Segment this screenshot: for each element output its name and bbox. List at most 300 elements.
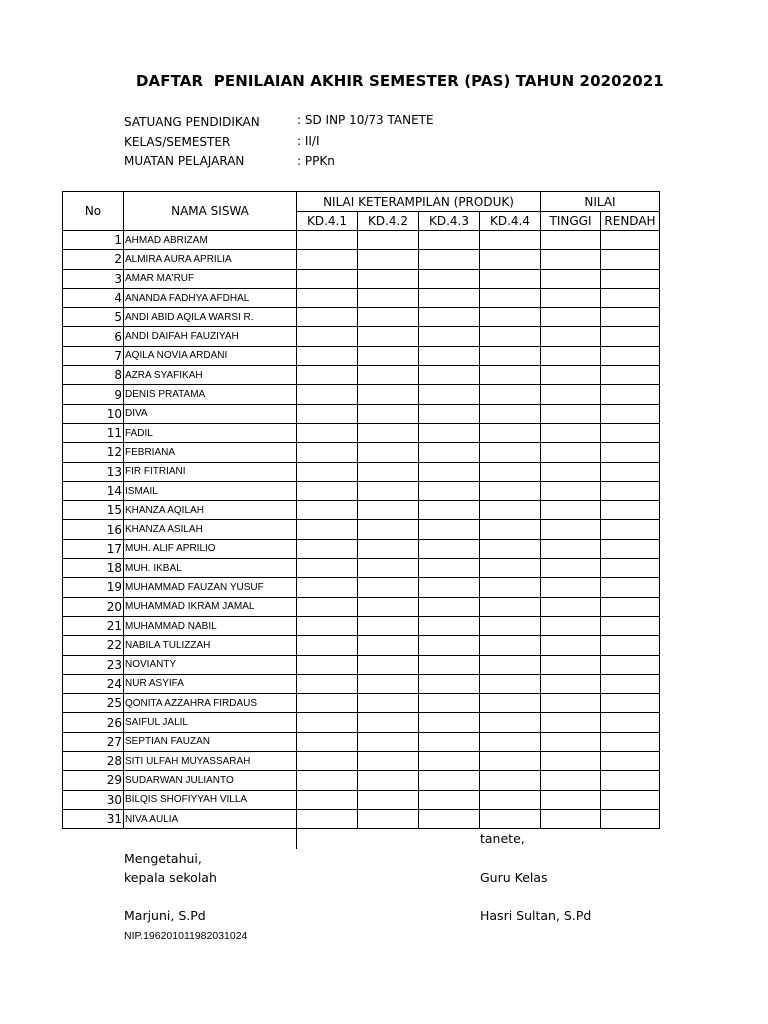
header-score-high: TINGGI <box>541 212 601 231</box>
kd-4-1-cell[interactable] <box>297 520 358 539</box>
score-low-cell[interactable] <box>601 269 660 288</box>
kd-4-4-cell[interactable] <box>480 809 541 828</box>
kd-4-1-cell[interactable] <box>297 674 358 693</box>
table-row <box>63 771 660 790</box>
document-title: DAFTAR PENILAIAN AKHIR SEMESTER (PAS) TAHUN 20202021 <box>136 72 664 90</box>
table-row <box>63 655 660 674</box>
principal-nip: NIP.196201011982031024 <box>124 930 248 942</box>
row-number: 7 <box>63 346 124 365</box>
info-value-subject: : PPKn <box>297 154 335 168</box>
kd-4-4-cell[interactable] <box>480 790 541 809</box>
row-number: 11 <box>63 423 124 442</box>
score-high-cell[interactable] <box>541 308 601 327</box>
score-low-cell[interactable] <box>601 732 660 751</box>
kd-4-2-cell[interactable] <box>358 559 419 578</box>
info-label-school: SATUANG PENDIDIKAN <box>124 115 260 129</box>
score-high-cell[interactable] <box>541 288 601 307</box>
score-low-cell[interactable] <box>601 443 660 462</box>
table-row <box>63 616 660 635</box>
student-name: ALMIRA AURA APRILIA <box>124 250 297 269</box>
score-high-cell[interactable] <box>541 713 601 732</box>
table-row <box>63 732 660 751</box>
score-low-cell[interactable] <box>601 327 660 346</box>
table-row <box>63 404 660 423</box>
student-name: KHANZA ASILAH <box>124 520 297 539</box>
place-date: tanete, <box>480 831 525 846</box>
kd-4-2-cell[interactable] <box>358 346 419 365</box>
header-no: No <box>63 192 124 231</box>
score-high-cell[interactable] <box>541 443 601 462</box>
kd-4-2-cell[interactable] <box>358 250 419 269</box>
info-value-school: : SD INP 10/73 TANETE <box>297 113 434 127</box>
signature-divider <box>296 829 297 849</box>
score-high-cell[interactable] <box>541 559 601 578</box>
kd-4-4-cell[interactable] <box>480 288 541 307</box>
kd-4-3-cell[interactable] <box>419 288 480 307</box>
kd-4-4-cell[interactable] <box>480 346 541 365</box>
row-number: 26 <box>63 713 124 732</box>
table-row <box>63 481 660 500</box>
score-low-cell[interactable] <box>601 346 660 365</box>
score-high-cell[interactable] <box>541 655 601 674</box>
student-name: FEBRIANA <box>124 443 297 462</box>
kd-4-1-cell[interactable] <box>297 809 358 828</box>
score-low-cell[interactable] <box>601 674 660 693</box>
score-low-cell[interactable] <box>601 423 660 442</box>
student-name: SAIFUL JALIL <box>124 713 297 732</box>
kd-4-2-cell[interactable] <box>358 385 419 404</box>
kd-4-2-cell[interactable] <box>358 366 419 385</box>
kd-4-1-cell[interactable] <box>297 250 358 269</box>
table-row <box>63 790 660 809</box>
row-number: 13 <box>63 462 124 481</box>
row-number: 17 <box>63 539 124 558</box>
kd-4-1-cell[interactable] <box>297 597 358 616</box>
header-kd-4-2: KD.4.2 <box>358 212 419 231</box>
score-low-cell[interactable] <box>601 231 660 250</box>
score-high-cell[interactable] <box>541 366 601 385</box>
table-row <box>63 462 660 481</box>
kd-4-2-cell[interactable] <box>358 462 419 481</box>
kd-4-1-cell[interactable] <box>297 655 358 674</box>
kd-4-1-cell[interactable] <box>297 385 358 404</box>
kd-4-4-cell[interactable] <box>480 443 541 462</box>
score-low-cell[interactable] <box>601 288 660 307</box>
student-name: ANDI ABID AQILA WARSI R. <box>124 308 297 327</box>
kd-4-2-cell[interactable] <box>358 771 419 790</box>
score-high-cell[interactable] <box>541 423 601 442</box>
kd-4-2-cell[interactable] <box>358 501 419 520</box>
kd-4-2-cell[interactable] <box>358 423 419 442</box>
row-number: 21 <box>63 616 124 635</box>
kd-4-3-cell[interactable] <box>419 269 480 288</box>
header-kd-4-1: KD.4.1 <box>297 212 358 231</box>
kd-4-4-cell[interactable] <box>480 539 541 558</box>
student-name: DIVA <box>124 404 297 423</box>
student-name: MUH. IKBAL <box>124 559 297 578</box>
table-row <box>63 636 660 655</box>
acknowledged-label: Mengetahui, <box>124 851 202 866</box>
score-high-cell[interactable] <box>541 694 601 713</box>
student-name: AMAR MA'RUF <box>124 269 297 288</box>
kd-4-3-cell[interactable] <box>419 481 480 500</box>
score-high-cell[interactable] <box>541 481 601 500</box>
kd-4-3-cell[interactable] <box>419 597 480 616</box>
kd-4-3-cell[interactable] <box>419 327 480 346</box>
kd-4-3-cell[interactable] <box>419 462 480 481</box>
info-label-subject: MUATAN PELAJARAN <box>124 154 245 168</box>
kd-4-1-cell[interactable] <box>297 636 358 655</box>
table-row <box>63 578 660 597</box>
kd-4-2-cell[interactable] <box>358 578 419 597</box>
score-low-cell[interactable] <box>601 790 660 809</box>
kd-4-1-cell[interactable] <box>297 713 358 732</box>
kd-4-4-cell[interactable] <box>480 385 541 404</box>
kd-4-4-cell[interactable] <box>480 404 541 423</box>
row-number: 24 <box>63 674 124 693</box>
header-skills-group: NILAI KETERAMPILAN (PRODUK) <box>297 192 541 212</box>
kd-4-4-cell[interactable] <box>480 366 541 385</box>
score-low-cell[interactable] <box>601 366 660 385</box>
kd-4-1-cell[interactable] <box>297 771 358 790</box>
kd-4-3-cell[interactable] <box>419 250 480 269</box>
kd-4-1-cell[interactable] <box>297 790 358 809</box>
kd-4-2-cell[interactable] <box>358 790 419 809</box>
kd-4-4-cell[interactable] <box>480 501 541 520</box>
kd-4-4-cell[interactable] <box>480 616 541 635</box>
kd-4-4-cell[interactable] <box>480 578 541 597</box>
row-number: 20 <box>63 597 124 616</box>
kd-4-3-cell[interactable] <box>419 423 480 442</box>
teacher-name: Hasri Sultan, S.Pd <box>480 908 592 923</box>
kd-4-2-cell[interactable] <box>358 616 419 635</box>
kd-4-4-cell[interactable] <box>480 308 541 327</box>
kd-4-2-cell[interactable] <box>358 308 419 327</box>
row-number: 23 <box>63 655 124 674</box>
kd-4-3-cell[interactable] <box>419 713 480 732</box>
teacher-title: Guru Kelas <box>480 870 548 885</box>
table-row <box>63 597 660 616</box>
grades-table-body <box>63 231 660 829</box>
kd-4-3-cell[interactable] <box>419 520 480 539</box>
kd-4-2-cell[interactable] <box>358 713 419 732</box>
kd-4-1-cell[interactable] <box>297 346 358 365</box>
kd-4-4-cell[interactable] <box>480 655 541 674</box>
kd-4-4-cell[interactable] <box>480 636 541 655</box>
kd-4-2-cell[interactable] <box>358 694 419 713</box>
score-high-cell[interactable] <box>541 462 601 481</box>
score-high-cell[interactable] <box>541 346 601 365</box>
header-student-name: NAMA SISWA <box>124 192 297 231</box>
kd-4-3-cell[interactable] <box>419 404 480 423</box>
table-row <box>63 288 660 307</box>
kd-4-3-cell[interactable] <box>419 616 480 635</box>
header-score-low: RENDAH <box>601 212 660 231</box>
kd-4-4-cell[interactable] <box>480 327 541 346</box>
student-name: NOVIANTY <box>124 655 297 674</box>
kd-4-2-cell[interactable] <box>358 636 419 655</box>
score-low-cell[interactable] <box>601 250 660 269</box>
score-high-cell[interactable] <box>541 385 601 404</box>
kd-4-4-cell[interactable] <box>480 269 541 288</box>
student-name: MUHAMMAD NABIL <box>124 616 297 635</box>
kd-4-1-cell[interactable] <box>297 462 358 481</box>
kd-4-1-cell[interactable] <box>297 539 358 558</box>
row-number: 31 <box>63 809 124 828</box>
score-low-cell[interactable] <box>601 636 660 655</box>
score-low-cell[interactable] <box>601 655 660 674</box>
kd-4-3-cell[interactable] <box>419 385 480 404</box>
student-name: FADIL <box>124 423 297 442</box>
table-row <box>63 809 660 828</box>
score-high-cell[interactable] <box>541 501 601 520</box>
kd-4-2-cell[interactable] <box>358 231 419 250</box>
kd-4-2-cell[interactable] <box>358 520 419 539</box>
table-row <box>63 327 660 346</box>
score-high-cell[interactable] <box>541 616 601 635</box>
score-low-cell[interactable] <box>601 385 660 404</box>
kd-4-1-cell[interactable] <box>297 732 358 751</box>
table-row <box>63 713 660 732</box>
kd-4-3-cell[interactable] <box>419 501 480 520</box>
score-low-cell[interactable] <box>601 501 660 520</box>
kd-4-1-cell[interactable] <box>297 308 358 327</box>
score-high-cell[interactable] <box>541 597 601 616</box>
score-high-cell[interactable] <box>541 539 601 558</box>
student-name: DENIS PRATAMA <box>124 385 297 404</box>
row-number: 8 <box>63 366 124 385</box>
table-row <box>63 501 660 520</box>
kd-4-2-cell[interactable] <box>358 597 419 616</box>
table-row <box>63 443 660 462</box>
score-high-cell[interactable] <box>541 231 601 250</box>
kd-4-3-cell[interactable] <box>419 809 480 828</box>
table-row <box>63 694 660 713</box>
kd-4-4-cell[interactable] <box>480 597 541 616</box>
row-number: 1 <box>63 231 124 250</box>
kd-4-3-cell[interactable] <box>419 308 480 327</box>
row-number: 22 <box>63 636 124 655</box>
score-low-cell[interactable] <box>601 578 660 597</box>
kd-4-2-cell[interactable] <box>358 327 419 346</box>
kd-4-3-cell[interactable] <box>419 346 480 365</box>
header-kd-4-4: KD.4.4 <box>480 212 541 231</box>
student-name: FIR FITRIANI <box>124 462 297 481</box>
score-high-cell[interactable] <box>541 790 601 809</box>
kd-4-3-cell[interactable] <box>419 539 480 558</box>
row-number: 18 <box>63 559 124 578</box>
kd-4-1-cell[interactable] <box>297 578 358 597</box>
student-name: SEPTIAN FAUZAN <box>124 732 297 751</box>
kd-4-3-cell[interactable] <box>419 636 480 655</box>
table-row <box>63 308 660 327</box>
header-kd-4-3: KD.4.3 <box>419 212 480 231</box>
student-name: NUR ASYIFA <box>124 674 297 693</box>
score-high-cell[interactable] <box>541 674 601 693</box>
score-low-cell[interactable] <box>601 771 660 790</box>
kd-4-1-cell[interactable] <box>297 616 358 635</box>
kd-4-1-cell[interactable] <box>297 443 358 462</box>
score-low-cell[interactable] <box>601 539 660 558</box>
kd-4-4-cell[interactable] <box>480 423 541 442</box>
kd-4-3-cell[interactable] <box>419 790 480 809</box>
table-row <box>63 250 660 269</box>
kd-4-3-cell[interactable] <box>419 443 480 462</box>
kd-4-3-cell[interactable] <box>419 771 480 790</box>
kd-4-2-cell[interactable] <box>358 539 419 558</box>
kd-4-3-cell[interactable] <box>419 578 480 597</box>
kd-4-1-cell[interactable] <box>297 231 358 250</box>
score-low-cell[interactable] <box>601 694 660 713</box>
kd-4-1-cell[interactable] <box>297 481 358 500</box>
table-row <box>63 539 660 558</box>
student-name: AZRA SYAFIKAH <box>124 366 297 385</box>
row-number: 9 <box>63 385 124 404</box>
kd-4-3-cell[interactable] <box>419 655 480 674</box>
score-low-cell[interactable] <box>601 462 660 481</box>
table-row <box>63 559 660 578</box>
student-name: SUDARWAN JULIANTO <box>124 771 297 790</box>
grades-table <box>62 191 660 829</box>
score-low-cell[interactable] <box>601 752 660 771</box>
table-row <box>63 269 660 288</box>
student-name: MUH. ALIF APRILIO <box>124 539 297 558</box>
row-number: 2 <box>63 250 124 269</box>
table-row <box>63 366 660 385</box>
score-high-cell[interactable] <box>541 732 601 751</box>
score-high-cell[interactable] <box>541 578 601 597</box>
kd-4-4-cell[interactable] <box>480 732 541 751</box>
table-row <box>63 752 660 771</box>
score-high-cell[interactable] <box>541 327 601 346</box>
score-high-cell[interactable] <box>541 404 601 423</box>
student-name: ANDI DAIFAH FAUZIYAH <box>124 327 297 346</box>
kd-4-1-cell[interactable] <box>297 694 358 713</box>
kd-4-2-cell[interactable] <box>358 481 419 500</box>
kd-4-3-cell[interactable] <box>419 231 480 250</box>
kd-4-4-cell[interactable] <box>480 231 541 250</box>
kd-4-1-cell[interactable] <box>297 501 358 520</box>
student-name: NABILA TULIZZAH <box>124 636 297 655</box>
score-high-cell[interactable] <box>541 269 601 288</box>
student-name: ANANDA FADHYA AFDHAL <box>124 288 297 307</box>
info-label-class: KELAS/SEMESTER <box>124 135 231 149</box>
table-row <box>63 520 660 539</box>
row-number: 14 <box>63 481 124 500</box>
kd-4-3-cell[interactable] <box>419 366 480 385</box>
kd-4-3-cell[interactable] <box>419 752 480 771</box>
kd-4-4-cell[interactable] <box>480 559 541 578</box>
score-low-cell[interactable] <box>601 597 660 616</box>
kd-4-2-cell[interactable] <box>358 752 419 771</box>
kd-4-1-cell[interactable] <box>297 423 358 442</box>
score-low-cell[interactable] <box>601 713 660 732</box>
student-name: MUHAMMAD FAUZAN YUSUF <box>124 578 297 597</box>
kd-4-1-cell[interactable] <box>297 752 358 771</box>
principal-name: Marjuni, S.Pd <box>124 908 206 923</box>
header-score-group: NILAI <box>541 192 660 212</box>
kd-4-4-cell[interactable] <box>480 752 541 771</box>
kd-4-1-cell[interactable] <box>297 404 358 423</box>
score-high-cell[interactable] <box>541 636 601 655</box>
row-number: 28 <box>63 752 124 771</box>
student-name: AQILA NOVIA ARDANI <box>124 346 297 365</box>
score-high-cell[interactable] <box>541 250 601 269</box>
student-name: AHMAD ABRIZAM <box>124 231 297 250</box>
kd-4-4-cell[interactable] <box>480 520 541 539</box>
table-row <box>63 231 660 250</box>
principal-title: kepala sekolah <box>124 870 217 885</box>
kd-4-3-cell[interactable] <box>419 732 480 751</box>
score-low-cell[interactable] <box>601 520 660 539</box>
row-number: 25 <box>63 694 124 713</box>
row-number: 29 <box>63 771 124 790</box>
kd-4-3-cell[interactable] <box>419 674 480 693</box>
kd-4-2-cell[interactable] <box>358 288 419 307</box>
kd-4-2-cell[interactable] <box>358 809 419 828</box>
kd-4-2-cell[interactable] <box>358 732 419 751</box>
score-low-cell[interactable] <box>601 404 660 423</box>
score-high-cell[interactable] <box>541 520 601 539</box>
kd-4-2-cell[interactable] <box>358 269 419 288</box>
score-high-cell[interactable] <box>541 771 601 790</box>
kd-4-4-cell[interactable] <box>480 713 541 732</box>
kd-4-3-cell[interactable] <box>419 559 480 578</box>
student-name: ISMAIL <box>124 481 297 500</box>
score-high-cell[interactable] <box>541 752 601 771</box>
row-number: 5 <box>63 308 124 327</box>
row-number: 3 <box>63 269 124 288</box>
kd-4-1-cell[interactable] <box>297 327 358 346</box>
table-row <box>63 346 660 365</box>
kd-4-1-cell[interactable] <box>297 288 358 307</box>
row-number: 30 <box>63 790 124 809</box>
kd-4-4-cell[interactable] <box>480 694 541 713</box>
kd-4-1-cell[interactable] <box>297 269 358 288</box>
kd-4-4-cell[interactable] <box>480 481 541 500</box>
student-name: NIVA AULIA <box>124 809 297 828</box>
score-low-cell[interactable] <box>601 481 660 500</box>
student-name: MUHAMMAD IKRAM JAMAL <box>124 597 297 616</box>
student-name: KHANZA AQILAH <box>124 501 297 520</box>
kd-4-2-cell[interactable] <box>358 655 419 674</box>
kd-4-4-cell[interactable] <box>480 462 541 481</box>
score-high-cell[interactable] <box>541 809 601 828</box>
kd-4-1-cell[interactable] <box>297 366 358 385</box>
kd-4-4-cell[interactable] <box>480 674 541 693</box>
row-number: 10 <box>63 404 124 423</box>
student-name: BILQIS SHOFIYYAH VILLA <box>124 790 297 809</box>
kd-4-4-cell[interactable] <box>480 250 541 269</box>
kd-4-2-cell[interactable] <box>358 443 419 462</box>
row-number: 27 <box>63 732 124 751</box>
row-number: 6 <box>63 327 124 346</box>
kd-4-2-cell[interactable] <box>358 674 419 693</box>
score-low-cell[interactable] <box>601 559 660 578</box>
score-low-cell[interactable] <box>601 809 660 828</box>
kd-4-3-cell[interactable] <box>419 694 480 713</box>
kd-4-2-cell[interactable] <box>358 404 419 423</box>
score-low-cell[interactable] <box>601 308 660 327</box>
table-row <box>63 423 660 442</box>
row-number: 12 <box>63 443 124 462</box>
table-row <box>63 385 660 404</box>
info-value-class: : II/I <box>297 134 320 148</box>
score-low-cell[interactable] <box>601 616 660 635</box>
kd-4-1-cell[interactable] <box>297 559 358 578</box>
kd-4-4-cell[interactable] <box>480 771 541 790</box>
student-name: QONITA AZZAHRA FIRDAUS <box>124 694 297 713</box>
